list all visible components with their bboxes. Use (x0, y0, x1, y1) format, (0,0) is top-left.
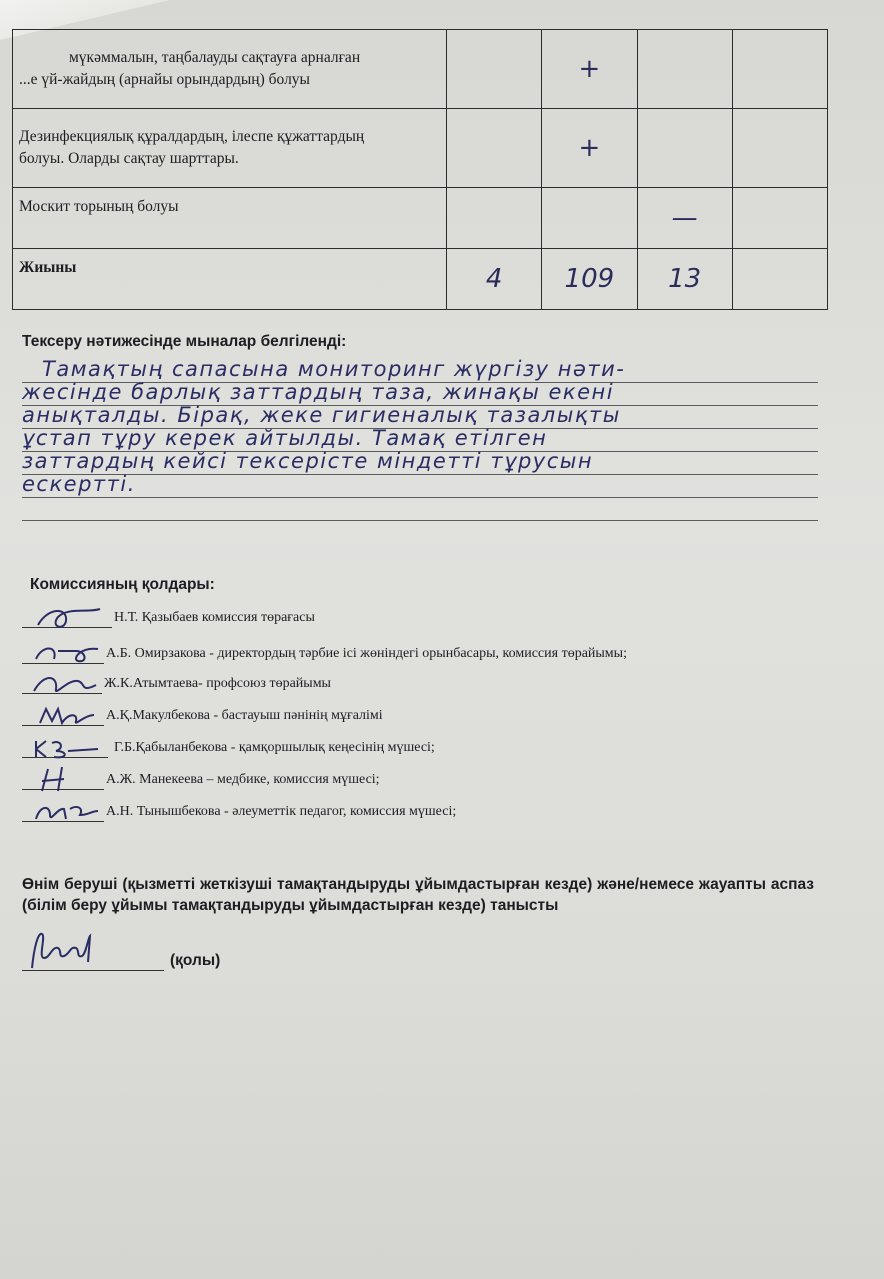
signature-line (22, 735, 108, 758)
findings-title: Тексеру нәтижесінде мыналар белгіленді: (22, 333, 347, 350)
signatory: Н.Т. Қазыбаев комиссия төрағасы (114, 610, 315, 625)
signature-row (22, 766, 380, 790)
acknowledgement-text: Өнім беруші (қызметті жеткізуші тамақтандыруды ұйымдастырған кезде) және/немесе жауапты аспаз (білім беру ұйымы тамақтандыруды ұйымдастырған кезде) танысты (22, 876, 814, 914)
table-row (13, 30, 828, 109)
cell-col3: — (637, 188, 732, 249)
signature-line (22, 605, 112, 628)
signature-line (22, 928, 164, 971)
handwritten-signature (28, 765, 98, 795)
row-label-line1: Дезинфекциялық құралдардың, ілеспе құжаттардың (19, 128, 365, 145)
findings-handwritten (22, 357, 818, 521)
cell-col1 (447, 109, 542, 188)
handwritten-signature (28, 703, 104, 731)
signature-row (22, 734, 435, 758)
cell-col4 (732, 30, 827, 109)
row-label-line2: ...е үй-жайдың (арнайы орындардың) болуы (19, 71, 310, 88)
signature-row (22, 702, 383, 726)
cell-col4 (732, 188, 827, 249)
findings-line: ескертті. (22, 472, 136, 496)
signatory: А.Н. Тынышбекова - әлеуметтік педагог, комиссия мүшесі; (106, 804, 457, 819)
handwritten-signature (28, 671, 104, 699)
signatory: А.Б. Омирзакова - директордың тәрбие ісі жөніндегі орынбасары, комиссия төрайымы; (106, 646, 627, 661)
cell-col2 (542, 188, 637, 249)
findings-line: анықталды. Бірақ, жеке гигиеналық тазалықты (22, 403, 621, 427)
findings-line: заттардың кейсі тексерісте міндетті тұрусын (22, 449, 594, 473)
signature-label: (қолы) (170, 952, 221, 969)
cell-col3 (637, 30, 732, 109)
acknowledgement-signature (22, 928, 220, 971)
findings-line: ұстап тұру керек айтылды. Тамақ етілген (22, 426, 548, 450)
signature-row (22, 604, 315, 628)
row-label-line1: мүкәммалын, таңбалауды сақтауға арналған (69, 49, 361, 66)
total-col4 (732, 249, 827, 310)
handwritten-signature (28, 799, 104, 827)
signatures-title: Комиссияның қолдары: (30, 576, 215, 593)
signature-line (22, 799, 104, 822)
handwritten-signature (28, 641, 106, 669)
cell-col3 (637, 109, 732, 188)
signatory: А.Қ.Макулбекова - бастауыш пәнінің мұғалімі (106, 708, 383, 723)
cell-col4 (732, 109, 827, 188)
handwritten-signature (28, 605, 108, 633)
row-label: Москит торының болуы (13, 188, 447, 249)
signature-row (22, 640, 627, 664)
total-col2: 109 (542, 249, 637, 310)
total-col3: 13 (637, 249, 732, 310)
total-col1: 4 (447, 249, 542, 310)
row-label-line2: болуы. Оларды сақтау шарттары. (19, 150, 239, 167)
signatory: А.Ж. Манекеева – медбике, комиссия мүшесі; (106, 772, 380, 787)
cell-col2: + (542, 30, 637, 109)
signature-row (22, 798, 456, 822)
signature-row (22, 670, 331, 694)
cell-col1 (447, 30, 542, 109)
table-row (13, 188, 828, 249)
table-row (13, 109, 828, 188)
signature-line (22, 671, 102, 694)
signature-line (22, 703, 104, 726)
handwritten-signature (24, 928, 114, 972)
findings-line: Тамақтың сапасына мониторинг жүргізу нәти- (42, 357, 626, 381)
signatory: Г.Б.Қабыланбекова - қамқоршылық кеңесінің мүшесі; (114, 740, 435, 755)
signature-line (22, 641, 104, 664)
total-label: Жиыны (13, 249, 447, 310)
signature-line (22, 767, 104, 790)
handwritten-signature (28, 735, 108, 763)
inspection-table (12, 29, 828, 310)
signatory: Ж.К.Атымтаева- профсоюз төрайымы (104, 676, 331, 691)
cell-col2: + (542, 109, 637, 188)
findings-line: жесінде барлық заттардың таза, жинақы екені (22, 380, 615, 404)
table-row-total (13, 249, 828, 310)
cell-col1 (447, 188, 542, 249)
